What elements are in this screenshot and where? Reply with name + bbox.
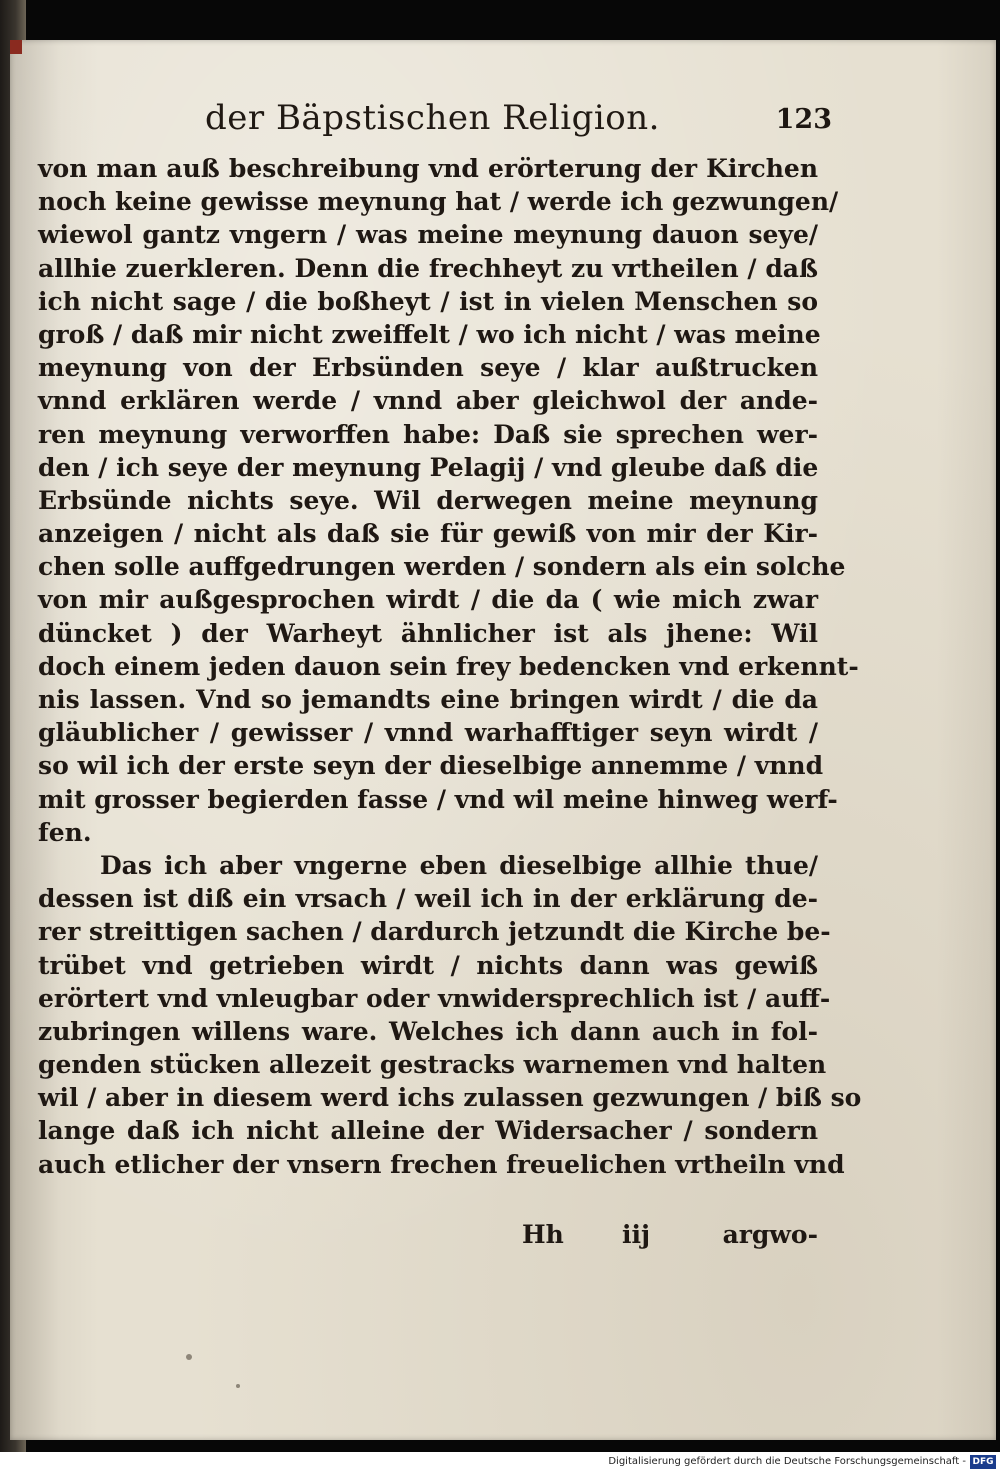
text-line: ren meynung verworffen habe: Daß sie sprechen wer- xyxy=(38,419,818,449)
text-line: doch einem jeden dauon sein frey bedencken vnd erkennt- xyxy=(38,651,859,681)
text-line-paragraph-start: Das ich aber vngerne eben dieselbige allhie thue/ xyxy=(100,850,818,880)
text-line: vnnd erklären werde / vnnd aber gleichwol der ande- xyxy=(38,386,818,416)
footer-bar xyxy=(0,1452,1000,1474)
funding-credit: Digitalisierung gefördert durch die Deutsche Forschungsgemeinschaft - xyxy=(608,1456,966,1467)
signature-mark: Hh xyxy=(522,1220,564,1249)
catchword: argwo- xyxy=(722,1220,818,1249)
text-line: mit grosser begierden fasse / vnd wil meine hinweg werf- xyxy=(38,784,838,814)
text-line: erörtert vnd vnleugbar oder vnwidersprechlich ist / auff- xyxy=(38,983,831,1013)
catchline xyxy=(522,1220,818,1254)
text-line: chen solle auffgedrungen werden / sondern als ein solche xyxy=(38,552,846,582)
text-line: düncket ) der Warheyt ähnlicher ist als jhene: Wil xyxy=(38,618,818,648)
text-line: anzeigen / nicht als daß sie für gewiß von mir der Kir- xyxy=(38,519,818,549)
text-line: ich nicht sage / die boßheyt / ist in vielen Menschen so xyxy=(38,286,818,316)
running-head: der Bäpstischen Religion. xyxy=(205,98,660,138)
paper-speck xyxy=(236,1384,240,1388)
text-line: auch etlicher der vnsern frechen freuelichen vrtheiln vnd xyxy=(38,1149,845,1179)
text-line: genden stücken allezeit gestracks warnemen vnd halten xyxy=(38,1050,827,1080)
text-line: allhie zuerkleren. Denn die frechheyt zu vrtheilen / daß xyxy=(38,253,818,283)
text-line: Erbsünde nichts seye. Wil derwegen meine meynung xyxy=(38,485,818,515)
text-line: noch keine gewisse meynung hat / werde ich gezwungen/ xyxy=(38,187,839,217)
page-number: 123 xyxy=(775,104,832,135)
paper-speck xyxy=(186,1354,192,1360)
text-line: von mir außgesprochen wirdt / die da ( wie mich zwar xyxy=(38,585,818,615)
text-line: dessen ist diß ein vrsach / weil ich in der erklärung de- xyxy=(38,884,818,914)
text-line: nis lassen. Vnd so jemandts eine bringen wirdt / die da xyxy=(38,685,818,714)
page-corner-mark xyxy=(10,40,22,54)
text-line: wiewol gantz vngern / was meine meynung dauon seye/ xyxy=(38,220,818,250)
text-line: trübet vnd getrieben wirdt / nichts dann was gewiß xyxy=(38,950,818,980)
signature-number: iij xyxy=(622,1220,651,1249)
text-line: so wil ich der erste seyn der dieselbige annemme / vnnd xyxy=(38,751,824,781)
text-line: zubringen willens ware. Welches ich dann auch in fol- xyxy=(38,1016,818,1046)
dfg-logo-icon: DFG xyxy=(970,1455,996,1469)
text-line: groß / daß mir nicht zweiffelt / wo ich nicht / was meine xyxy=(38,319,821,349)
text-line: wil / aber in diesem werd ichs zulassen gezwungen / biß so xyxy=(38,1083,862,1113)
text-line-paragraph-end: fen. xyxy=(38,817,92,847)
text-line: von man auß beschreibung vnd erörterung der Kirchen xyxy=(38,154,818,183)
text-line: meynung von der Erbsünden seye / klar außtrucken xyxy=(38,353,818,383)
text-line: lange daß ich nicht alleine der Widersacher / sondern xyxy=(38,1116,818,1146)
text-line: rer streittigen sachen / dardurch jetzundt die Kirche be- xyxy=(38,917,831,947)
text-line: gläublicher / gewisser / vnnd warhafftiger seyn wirdt / xyxy=(38,718,818,748)
book-page xyxy=(10,40,996,1440)
text-block xyxy=(38,152,862,1181)
text-line: den / ich seye der meynung Pelagij / vnd gleube daß die xyxy=(38,452,819,482)
